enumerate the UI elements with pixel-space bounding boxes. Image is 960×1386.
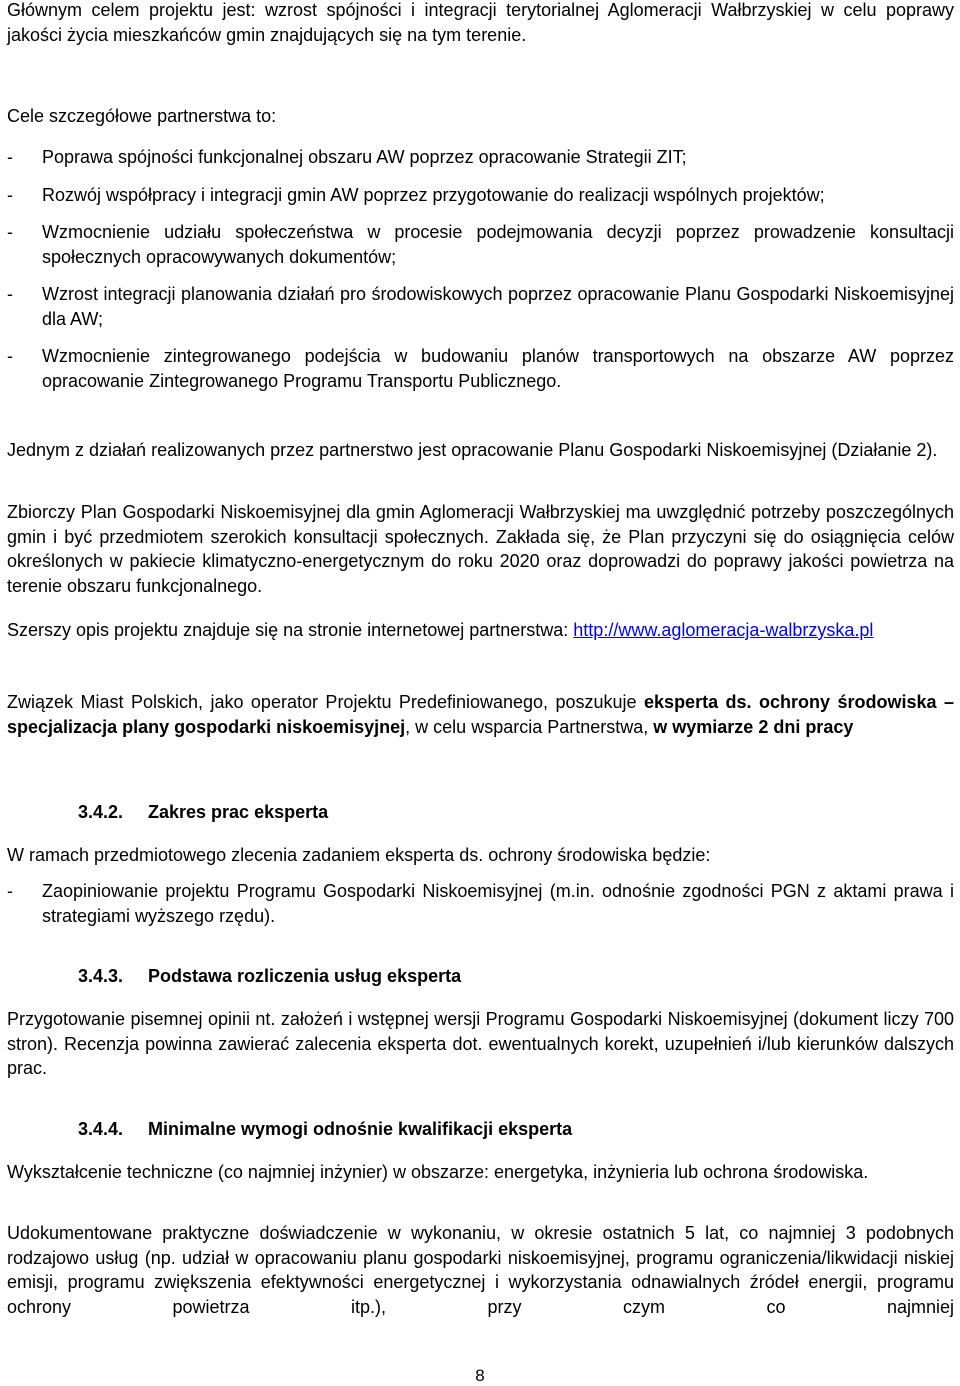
section-heading-342 [7, 800, 328, 824]
expert-search-text-2: , w celu wsparcia Partnerstwa, [405, 716, 654, 737]
list-dash: - [7, 222, 13, 242]
experience-paragraph: Udokumentowane praktyczne doświadczenie w wykonaniu, w okresie ostatnich 5 lat, co najmniej 3 podobnych rodzajowo usług (np. udział w opracowaniu planu gospodarki niskoemisyjnej, programu ograniczenia/likwidacji niskiej emisji, programu zwiększenia efektywności energetycznej i wykorzystania odnawialnych źródeł energii, programu ochrony powietrza itp.), przy czym co najmniej [7, 1223, 954, 1317]
expert-search-paragraph [7, 690, 954, 739]
partnership-website-link[interactable]: http://www.aglomeracja-walbrzyska.pl [573, 620, 874, 640]
section-number: 3.4.2. [78, 802, 124, 822]
section-heading-344 [7, 1117, 572, 1141]
list-item [7, 282, 954, 331]
more-info-paragraph [7, 618, 954, 643]
list-dash: - [7, 147, 13, 167]
expert-search-text: Związek Miast Polskich, jako operator Projektu Predefiniowanego, poszukuje [7, 692, 645, 712]
list-item [7, 183, 954, 208]
section-title: Podstawa rozliczenia usług eksperta [148, 966, 462, 986]
list-item [7, 344, 954, 393]
section-number: 3.4.3. [78, 966, 124, 986]
settlement-paragraph: Przygotowanie pisemnej opinii nt. założeń i wstępnej wersji Programu Gospodarki Niskoemisyjnej (dokument liczy 700 stron). Recenzja powinna zawierać zalecenia eksperta dot. ewentualnych korekt, uzupełnień i/lub kierunków dalszych prac. [7, 1009, 954, 1078]
education-paragraph: Wykształcenie techniczne (co najmniej inżynier) w obszarze: energetyka, inżynieria lub ochrona środowiska. [7, 1162, 869, 1182]
list-item-text: Wzrost integracji planowania działań pro środowiskowych poprzez opracowanie Planu Gospodarki Niskoemisyjnej dla AW; [42, 284, 954, 329]
objectives-list [7, 145, 954, 393]
list-item [7, 879, 954, 928]
plan-paragraph: Zbiorczy Plan Gospodarki Niskoemisyjnej dla gmin Aglomeracji Wałbrzyskiej ma uwzględnić potrzeby poszczególnych gmin i być przedmiotem szerokich konsultacji społecznych. Zakłada się, że Plan przyczyni się do osiągnięcia celów określonych w pakiecie klimatyczno-energetycznym do roku 2020 oraz doprowadzi do poprawy jakości powietrza na terenie obszaru funkcjonalnego. [7, 502, 954, 596]
objectives-intro: Cele szczegółowe partnerstwa to: [7, 106, 277, 126]
section-title: Minimalne wymogi odnośnie kwalifikacji eksperta [148, 1119, 573, 1139]
list-dash: - [7, 881, 13, 901]
list-item-text: Wzmocnienie udziału społeczeństwa w procesie podejmowania decyzji poprzez prowadzenie konsultacji społecznych opracowywanych dokumentów; [42, 222, 954, 267]
page-number: 8 [475, 1366, 485, 1385]
list-dash: - [7, 346, 13, 366]
section-number: 3.4.4. [78, 1119, 124, 1139]
list-dash: - [7, 284, 13, 304]
list-item-text: Wzmocnienie zintegrowanego podejścia w budowaniu planów transportowych na obszarze AW poprzez opracowanie Zintegrowanego Programu Transportu Publicznego. [42, 346, 954, 391]
expert-role-text: eksperta ds. ochrony środowiska – specjalizacja plany gospodarki niskoemisyjnej [7, 692, 954, 737]
scope-list [7, 879, 954, 928]
list-item-text: Zaopiniowanie projektu Programu Gospodarki Niskoemisyjnej (m.in. odnośnie zgodności PGN z aktami prawa i strategiami wyższego rzędu). [42, 881, 954, 926]
list-item [7, 145, 954, 170]
list-item [7, 220, 954, 269]
scope-intro: W ramach przedmiotowego zlecenia zadaniem eksperta ds. ochrony środowiska będzie: [7, 845, 711, 865]
list-dash: - [7, 184, 13, 205]
more-info-text: Szerszy opis projektu znajduje się na stronie internetowej partnerstwa: [7, 620, 574, 640]
section-title: Zakres prac eksperta [148, 802, 329, 822]
list-item-text: Poprawa spójności funkcjonalnej obszaru AW poprzez opracowanie Strategii ZIT; [42, 147, 687, 167]
goal-paragraph: Głównym celem projektu jest: wzrost spójności i integracji terytorialnej Aglomeracji Wałbrzyskiej w celu poprawy jakości życia mieszkańców gmin znajdujących się na tym terenie. [7, 0, 954, 45]
action-paragraph: Jednym z działań realizowanych przez partnerstwo jest opracowanie Planu Gospodarki Niskoemisyjnej (Działanie 2). [7, 440, 938, 460]
work-scope-text: w wymiarze 2 dni pracy [653, 716, 854, 737]
section-heading-343 [7, 964, 461, 988]
list-item-text: Rozwój współpracy i integracji gmin AW poprzez przygotowanie do realizacji wspólnych projektów; [42, 184, 825, 205]
